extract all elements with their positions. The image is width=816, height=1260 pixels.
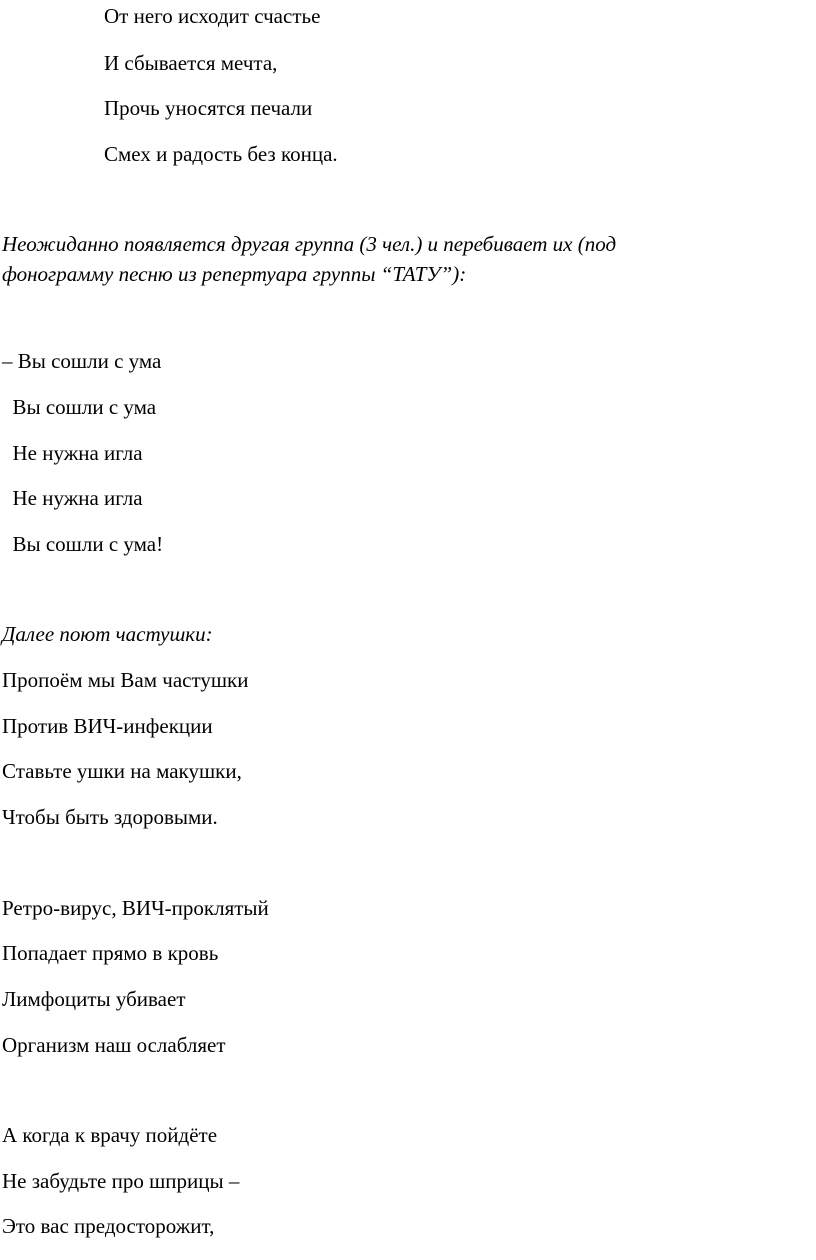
poem-line: Ставьте ушки на макушки, (2, 759, 242, 783)
poem-line: Против ВИЧ-инфекции (2, 714, 213, 738)
song-line: – Вы сошли с ума (2, 349, 162, 373)
stage-direction: Далее поют частушки: (2, 622, 213, 646)
poem-line: Это вас предосторожит, (2, 1214, 215, 1238)
song-line: Вы сошли с ума (2, 395, 157, 419)
song-line: Вы сошли с ума! (2, 532, 164, 556)
poem-line: Лимфоциты убивает (2, 987, 186, 1011)
stage-direction: фонограмму песню из репертуара группы “ТАТУ”): (2, 262, 467, 286)
poem-line: Пропоём мы Вам частушки (2, 668, 249, 692)
poem-line: А когда к врачу пойдёте (2, 1123, 218, 1147)
poem-line: Прочь уносятся печали (104, 96, 313, 120)
poem-line: Ретро-вирус, ВИЧ-проклятый (2, 896, 269, 920)
poem-line: И сбывается мечта, (104, 51, 278, 75)
poem-line: Организм наш ослабляет (2, 1033, 226, 1057)
poem-line: От него исходит счастье (104, 4, 321, 28)
song-line: Не нужна игла (2, 486, 143, 510)
poem-line: Чтобы быть здоровыми. (2, 805, 218, 829)
poem-line: Не забудьте про шприцы – (2, 1169, 240, 1193)
poem-line: Попадает прямо в кровь (2, 941, 219, 965)
stage-direction: Неожиданно появляется другая группа (3 чел.) и перебивает их (под (2, 232, 617, 256)
poem-line: Смех и радость без конца. (104, 142, 338, 166)
song-line: Не нужна игла (2, 441, 143, 465)
